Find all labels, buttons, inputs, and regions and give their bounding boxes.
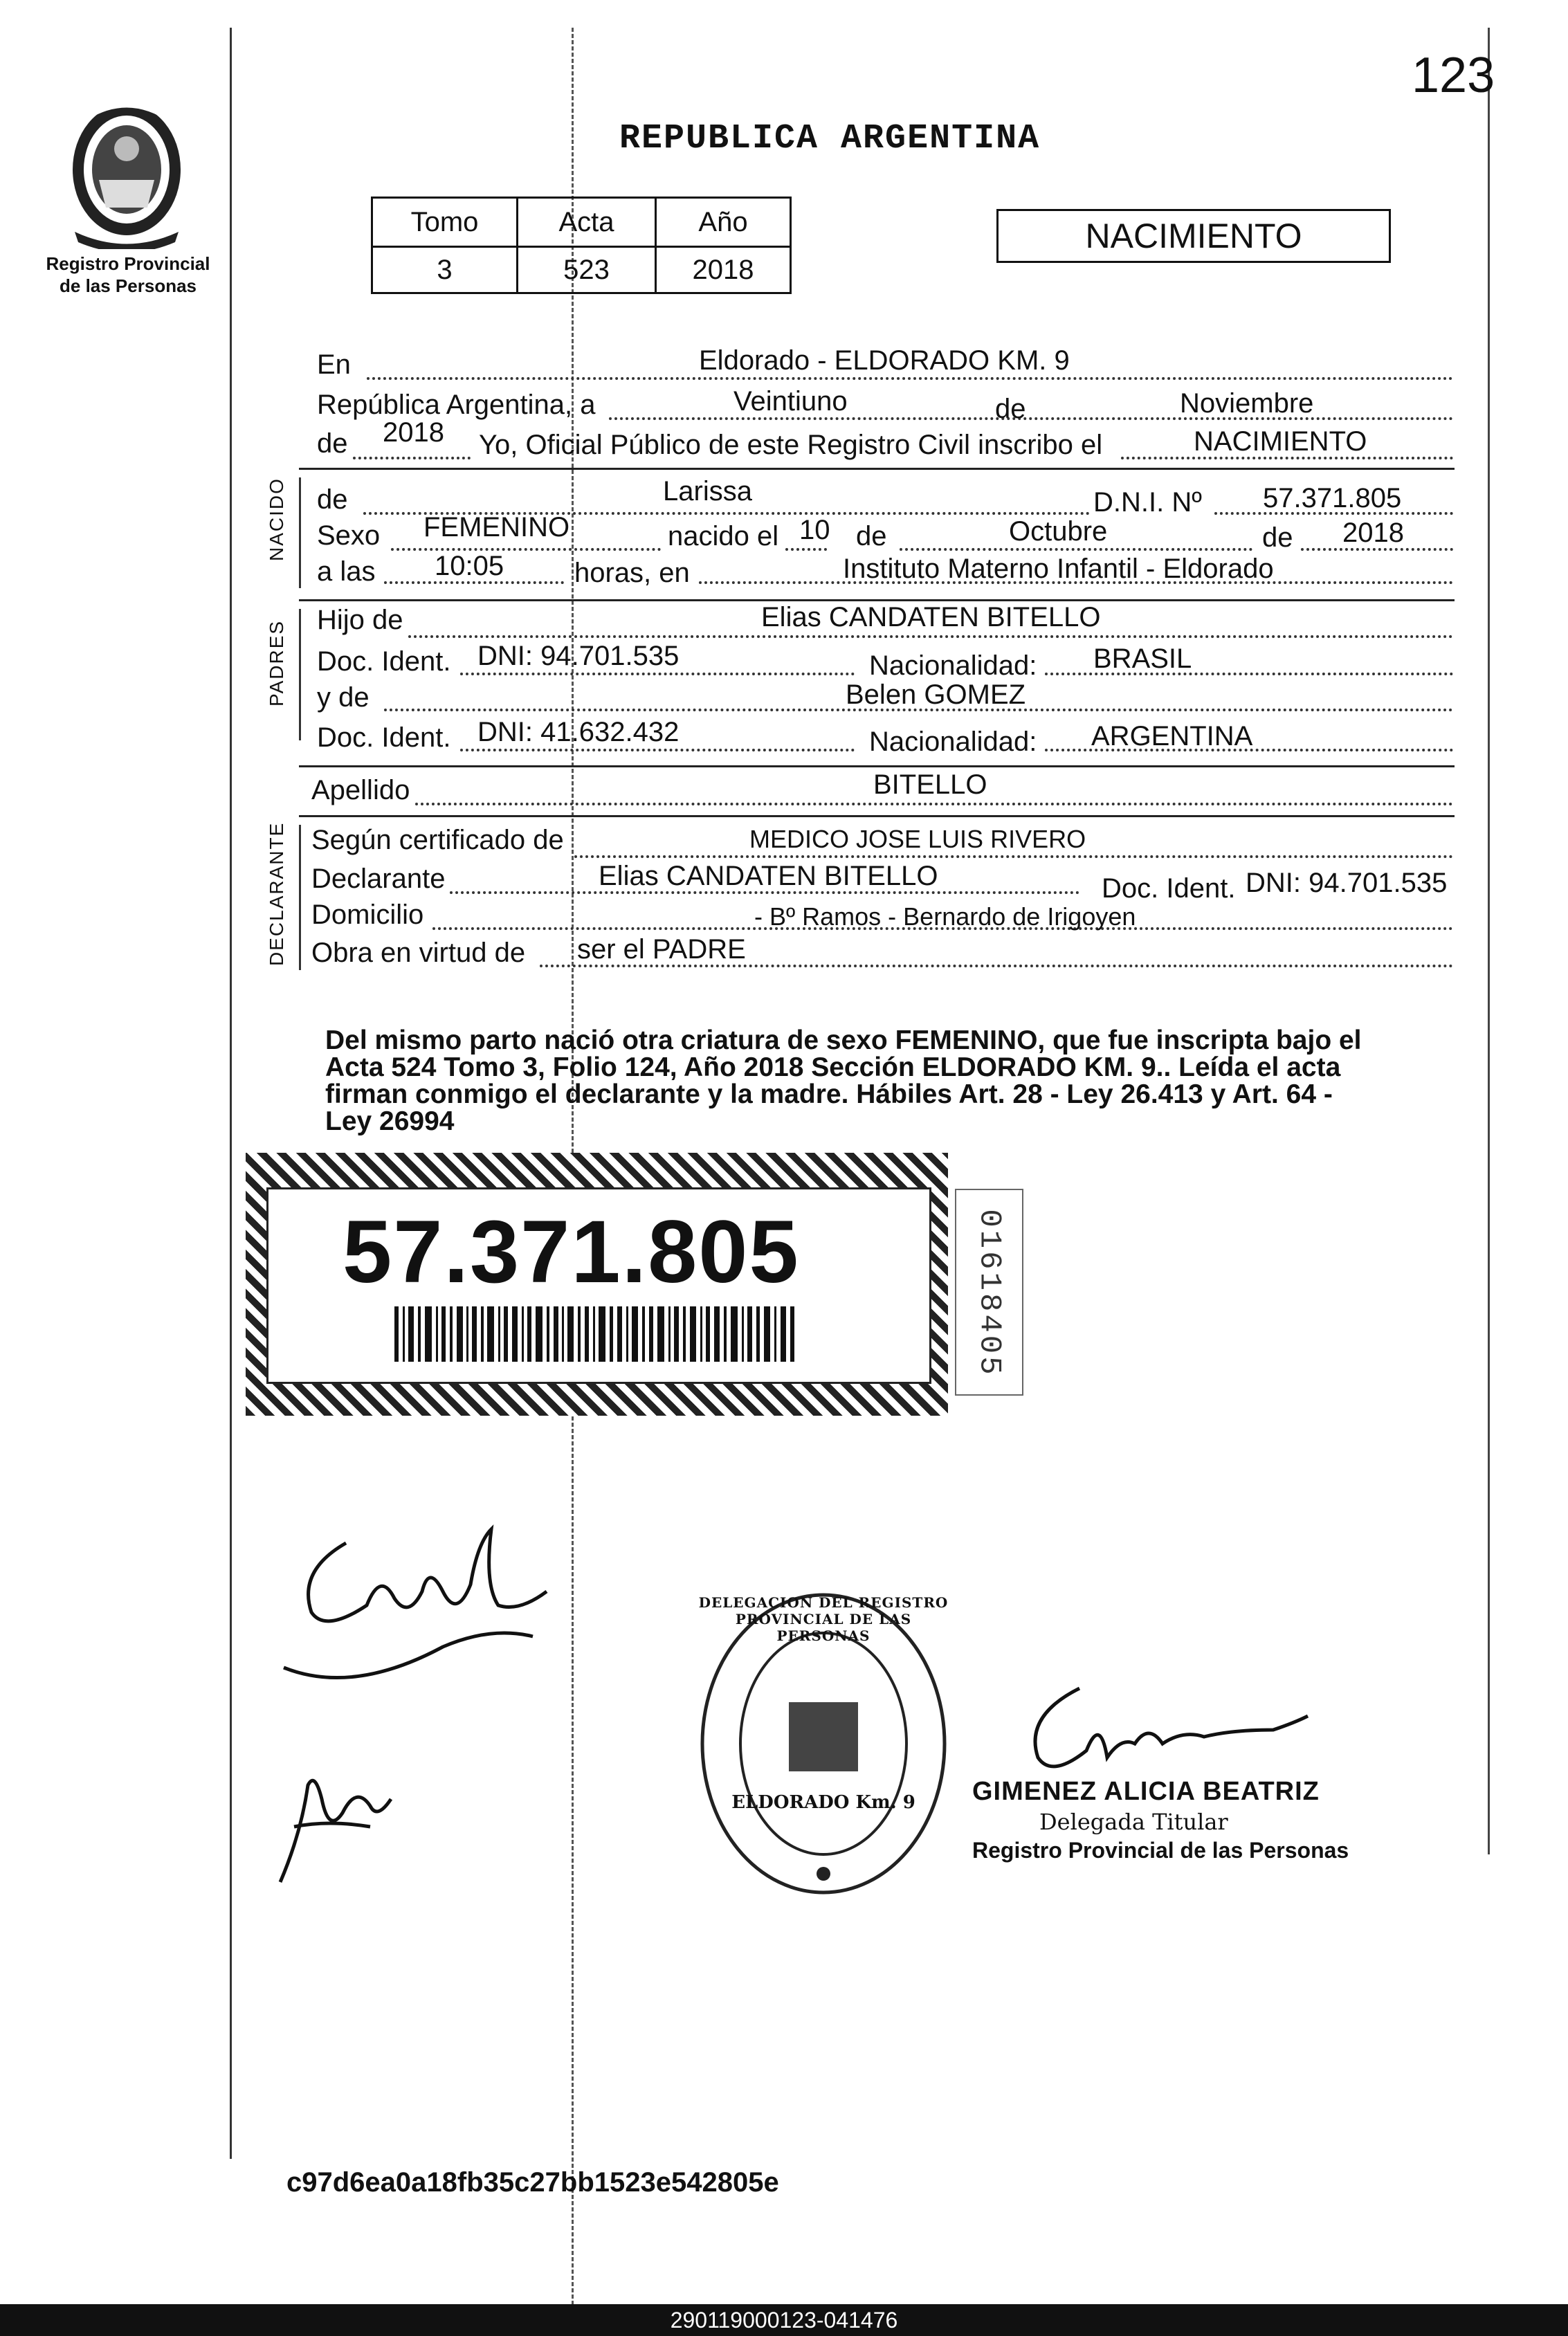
note-line: Ley 26994 xyxy=(325,1106,455,1136)
nacionalidad-label-father: Nacionalidad: xyxy=(869,650,1037,681)
doc-label-mother: Doc. Ident. xyxy=(317,722,451,753)
declarante-doc-label: Doc. Ident. xyxy=(1102,873,1236,904)
left-margin-line xyxy=(230,28,232,2159)
nacido-el-label: nacido el xyxy=(668,521,779,551)
dots xyxy=(415,803,1453,805)
de-label-2: de xyxy=(317,428,348,459)
obra-value: ser el PADRE xyxy=(577,934,746,965)
day-value: Veintiuno xyxy=(733,386,848,417)
child-name: Larissa xyxy=(663,476,752,507)
dots xyxy=(391,548,661,551)
birth-month: Octubre xyxy=(1009,516,1108,547)
record-table xyxy=(371,197,792,294)
declarante-value: Elias CANDATEN BITELLO xyxy=(599,861,938,891)
footer-bar xyxy=(0,2304,1568,2336)
section-bar xyxy=(299,609,301,740)
page-number: 123 xyxy=(1412,48,1495,103)
record-type-box: NACIMIENTO xyxy=(996,209,1391,263)
official-title: Delegada Titular xyxy=(1039,1809,1228,1835)
table-header-tomo: Tomo xyxy=(372,198,518,247)
de-label: de xyxy=(995,394,1026,424)
place-value: Eldorado - ELDORADO KM. 9 xyxy=(699,345,1070,376)
stamp-ring-text: DELEGACION DEL REGISTRO PROVINCIAL DE LAS PERSONAS xyxy=(698,1594,949,1644)
table-value-acta: 523 xyxy=(518,247,656,293)
domicilio-label: Domicilio xyxy=(311,900,424,930)
father-doc: DNI: 94.701.535 xyxy=(477,641,680,671)
dni-label: D.N.I. Nº xyxy=(1093,487,1202,518)
declarante-doc: DNI: 94.701.535 xyxy=(1246,868,1448,898)
father-nationality: BRASIL xyxy=(1093,644,1192,674)
sticker-number: 57.371.805 xyxy=(343,1203,800,1302)
section-label-padres: PADRES xyxy=(266,619,287,706)
child-dni: 57.371.805 xyxy=(1263,483,1402,513)
section-bar xyxy=(299,825,301,970)
stamp-inner-text: ELDORADO Km. 9 xyxy=(731,1792,915,1813)
en-label: En xyxy=(317,349,351,380)
dots xyxy=(408,635,1453,638)
hijo-label: Hijo de xyxy=(317,605,403,635)
obra-label: Obra en virtud de xyxy=(311,938,526,968)
page-title: REPUBLICA ARGENTINA xyxy=(619,119,1041,158)
domicilio-value: - Bº Ramos - Bernardo de Irigoyen xyxy=(754,902,1136,931)
document-hash: c97d6ea0a18fb35c27bb1523e542805e xyxy=(286,2167,779,2198)
barcode-icon xyxy=(394,1306,796,1362)
divider xyxy=(299,599,1455,601)
horas-label: horas, en xyxy=(574,558,690,588)
seal-icon xyxy=(61,97,192,249)
nacionalidad-label-mother: Nacionalidad: xyxy=(869,727,1037,757)
father-name: Elias CANDATEN BITELLO xyxy=(761,602,1101,632)
apellido-value: BITELLO xyxy=(873,769,987,800)
mother-signature xyxy=(266,1744,405,1896)
nacido-de-label: de xyxy=(317,484,348,515)
footer-code: 290119000123-041476 xyxy=(670,2308,898,2333)
sexo-label: Sexo xyxy=(317,520,381,551)
dots xyxy=(785,548,827,551)
dots xyxy=(609,417,1453,420)
dots xyxy=(367,377,1453,380)
dni-sticker xyxy=(246,1153,948,1416)
table-header-ano: Año xyxy=(656,198,791,247)
table-header-acta: Acta xyxy=(518,198,656,247)
notes-paragraph xyxy=(325,1027,1460,1135)
certificado-label: Según certificado de xyxy=(311,825,564,855)
table-value-tomo: 3 xyxy=(372,247,518,293)
note-line: Del mismo parto nació otra criatura de sexo FEMENINO, que fue inscripta bajo el xyxy=(325,1025,1362,1055)
divider xyxy=(299,765,1455,767)
side-code-box xyxy=(955,1189,1023,1396)
note-line: Acta 524 Tomo 3, Folio 124, Año 2018 Sección ELDORADO KM. 9.. Leída el acta xyxy=(325,1052,1341,1082)
section-label-nacido: NACIDO xyxy=(266,477,287,561)
official-text: Yo, Oficial Público de este Registro Civil inscribo el xyxy=(479,430,1103,460)
side-code: 01618405 xyxy=(972,1209,1007,1378)
y-de-label: y de xyxy=(317,682,370,713)
section-bar xyxy=(299,477,301,588)
official-stamp xyxy=(692,1585,955,1903)
official-name: GIMENEZ ALICIA BEATRIZ xyxy=(972,1777,1320,1806)
dots xyxy=(460,749,855,751)
month-value: Noviembre xyxy=(1180,388,1314,419)
year-value: 2018 xyxy=(383,417,444,448)
mother-nationality: ARGENTINA xyxy=(1091,721,1253,751)
birth-place: Instituto Materno Infantil - Eldorado xyxy=(843,554,1274,584)
de-label-b1: de xyxy=(856,521,887,551)
a-las-label: a las xyxy=(317,556,376,587)
apellido-label: Apellido xyxy=(311,775,410,805)
table-value-ano: 2018 xyxy=(656,247,791,293)
divider xyxy=(299,815,1455,817)
birth-year: 2018 xyxy=(1342,518,1404,548)
birth-day: 10 xyxy=(799,515,830,545)
dots xyxy=(353,457,471,459)
province-logo xyxy=(61,97,192,249)
de-label-b2: de xyxy=(1262,522,1293,553)
official-org: Registro Provincial de las Personas xyxy=(972,1838,1349,1863)
divider xyxy=(299,468,1455,470)
dots xyxy=(900,548,1252,551)
right-margin-line xyxy=(1488,28,1490,1854)
mother-doc: DNI: 41.632.432 xyxy=(477,717,680,747)
republica-label: República Argentina, a xyxy=(317,390,596,420)
dots xyxy=(460,673,855,675)
mother-name: Belen GOMEZ xyxy=(846,679,1026,710)
doc-label-father: Doc. Ident. xyxy=(317,646,451,677)
certificado-value: MEDICO JOSE LUIS RIVERO xyxy=(749,825,1086,853)
record-word: NACIMIENTO xyxy=(1194,426,1367,457)
section-label-declarante: DECLARANTE xyxy=(266,821,287,966)
logo-org-line1: Registro Provincial xyxy=(46,253,210,274)
dots xyxy=(574,855,1453,858)
logo-org-line2: de las Personas xyxy=(60,275,197,296)
declarante-label: Declarante xyxy=(311,864,446,894)
declarant-signature xyxy=(270,1488,581,1709)
birth-time: 10:05 xyxy=(435,551,504,581)
sexo-value: FEMENINO xyxy=(423,512,570,542)
note-line: firman conmigo el declarante y la madre. Hábiles Art. 28 - Ley 26.413 y Art. 64 - xyxy=(325,1079,1333,1109)
